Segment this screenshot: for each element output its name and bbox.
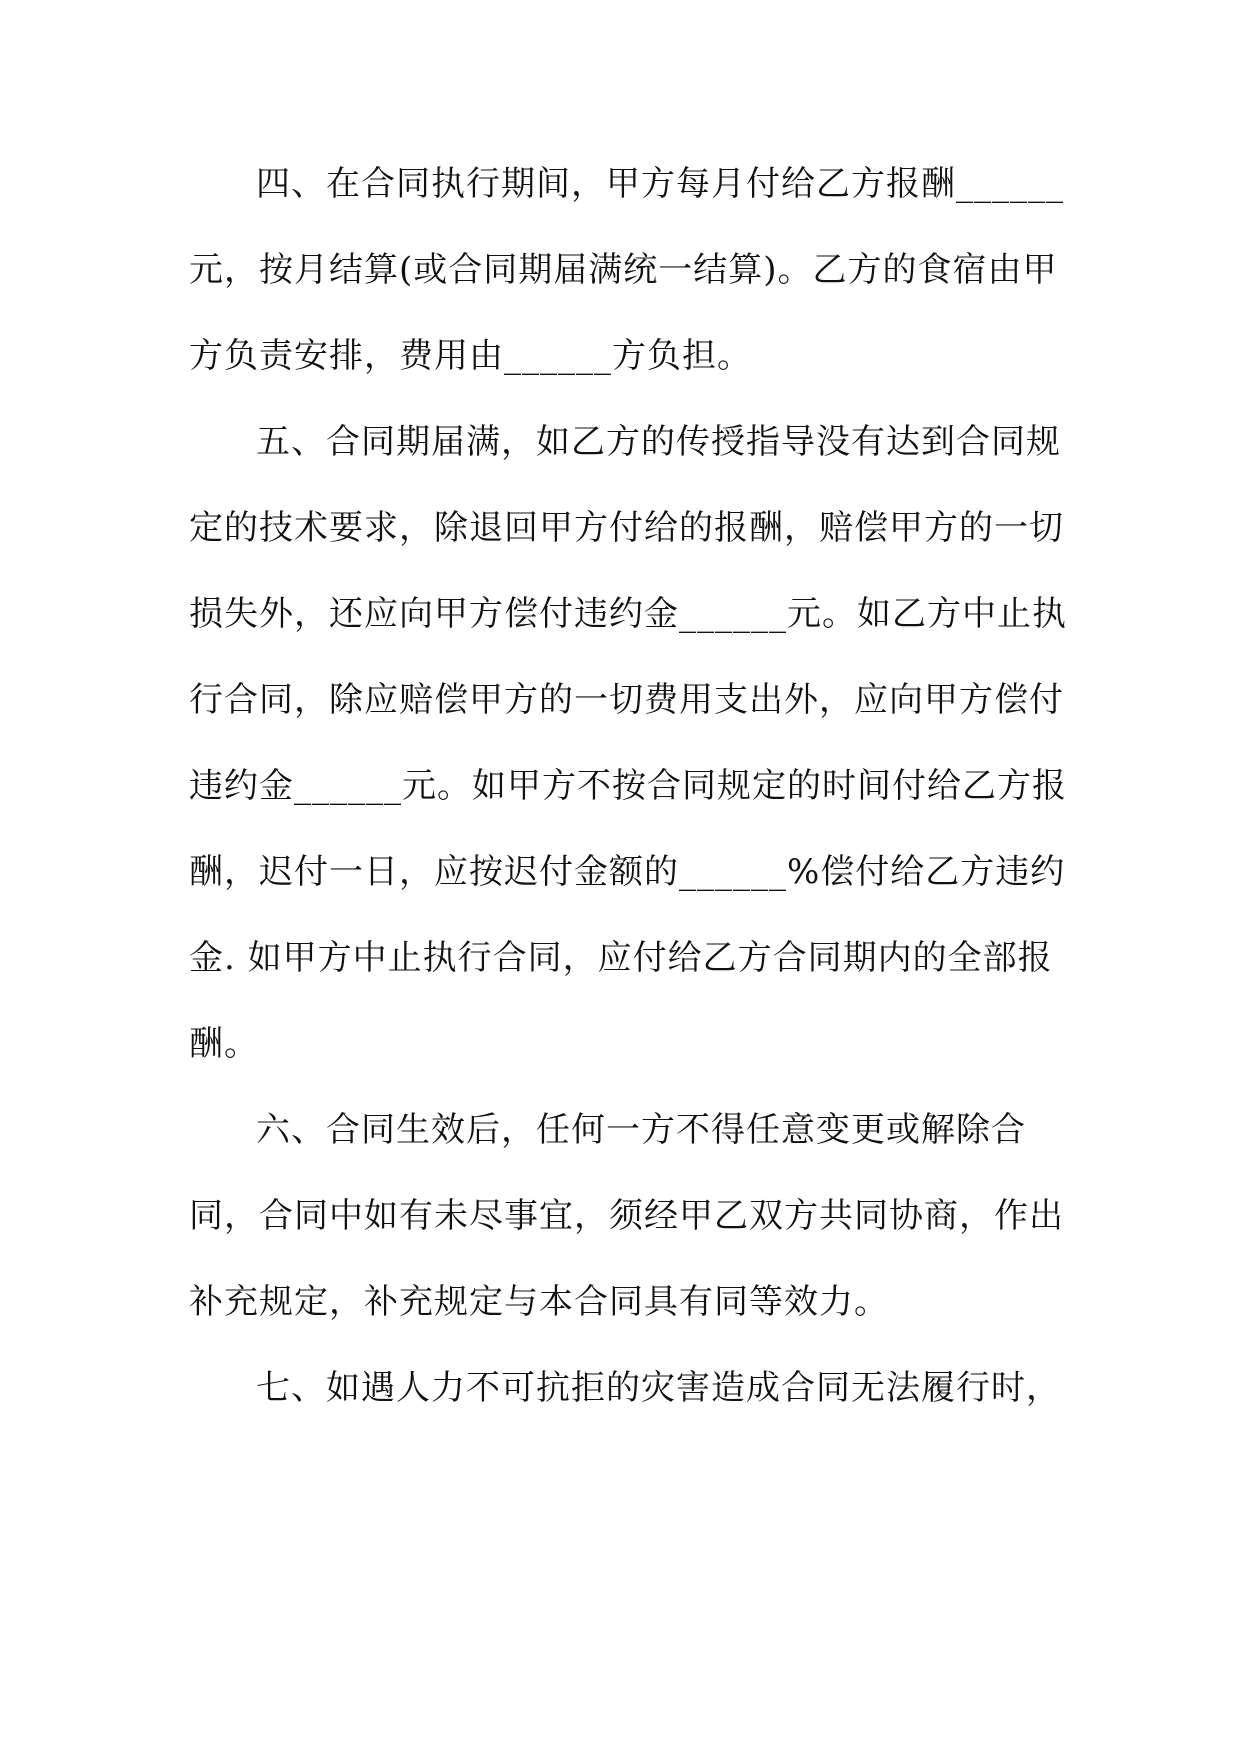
clause-6-line-2: 同，合同中如有未尽事宜，须经甲乙双方共同协商，作出 [189, 1196, 1064, 1236]
clause-6-line-3: 补充规定，补充规定与本合同具有同等效力。 [189, 1282, 889, 1322]
clause-5-line-5: 违约金______元。如甲方不按合同规定的时间付给乙方报 [189, 766, 1067, 806]
clause-7-line-1: 七、如遇人力不可抗拒的灾害造成合同无法履行时， [256, 1368, 1061, 1408]
clause-4-line-3: 方负责安排，费用由______方负担。 [189, 336, 752, 376]
clause-4-line-1: 四、在合同执行期间，甲方每月付给乙方报酬______ [256, 164, 1064, 204]
clause-6-line-1: 六、合同生效后，任何一方不得任意变更或解除合 [256, 1110, 1026, 1150]
clause-5-line-3: 损失外，还应向甲方偿付违约金______元。如乙方中止执 [189, 594, 1067, 634]
clause-5-line-1: 五、合同期届满，如乙方的传授指导没有达到合同规 [256, 422, 1061, 462]
clause-5-line-6: 酬，迟付一日，应按迟付金额的______%偿付给乙方违约 [189, 852, 1066, 892]
clause-5-line-4: 行合同，除应赔偿甲方的一切费用支出外，应向甲方偿付 [189, 680, 1064, 720]
clause-4-line-2: 元，按月结算(或合同期届满统一结算)。乙方的食宿由甲 [189, 250, 1058, 290]
clause-5-line-7: 金. 如甲方中止执行合同，应付给乙方合同期内的全部报 [189, 938, 1053, 978]
clause-5-line-8: 酬。 [189, 1024, 259, 1064]
clause-5-line-2: 定的技术要求，除退回甲方付给的报酬，赔偿甲方的一切 [189, 508, 1064, 548]
